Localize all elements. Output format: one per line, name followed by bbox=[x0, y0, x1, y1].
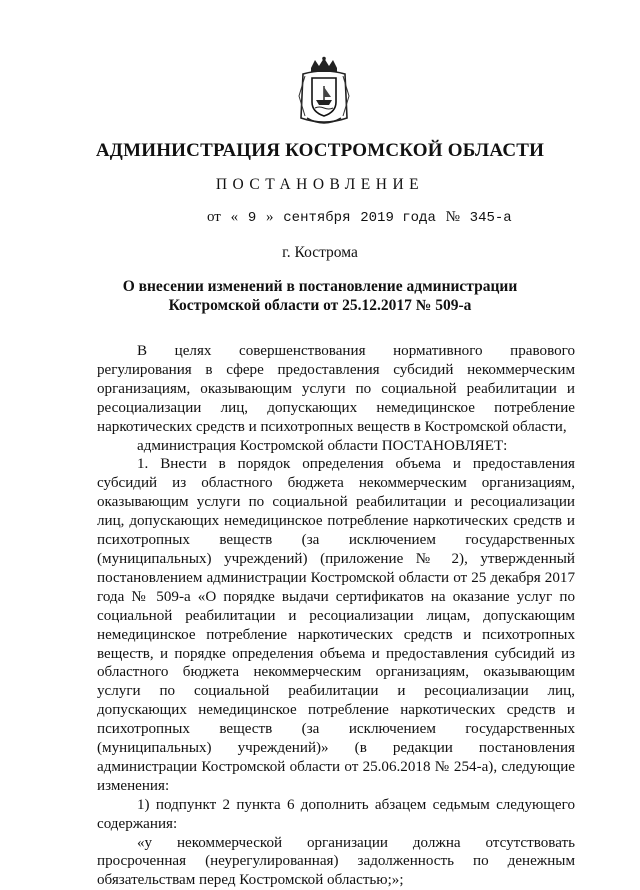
number-sign: № bbox=[445, 209, 460, 225]
date-year: 2019 года bbox=[360, 210, 436, 226]
date-open-quote: « bbox=[230, 209, 239, 225]
organization-name: АДМИНИСТРАЦИЯ КОСТРОМСКОЙ ОБЛАСТИ bbox=[95, 140, 545, 161]
date-day: 9 bbox=[247, 210, 257, 226]
date-close-quote: » bbox=[266, 209, 274, 225]
body-paragraph-item-1: 1. Внести в порядок определения объема и предоставления субсидий из областного бюджета некоммерческим организациям, оказывающим услуги по социальной реабилитации и ресоциализации лиц, допускающих немедицинское потребление наркотических средств и психотропных веществ (за исключением государственных (муниципальных) учреждений) (приложение № 2), утвержденный постановлением администрации Костромской области от 25 декабря 2017 года № 509-а «О порядке выдачи сертификатов на оказание услуг по социальной реабилитации и ресоциализации лицам, допускающим немедицинское потребление наркотических средств и психотропных веществ, и порядке определения объема и предоставления субсидий из областного бюджета некоммерческим организациям, оказывающим услуги по социальной реабилитации и ресоциализации лиц, допускающих немедицинское потребление наркотических средств и психотропных веществ (за исключением государственных (муниципальных) учреждений)» (в редакции постановления администрации Костромской области от 25.06.2018 № 254-а), следующие изменения: bbox=[97, 456, 575, 794]
document-body bbox=[97, 342, 575, 890]
city-name: г. Кострома bbox=[282, 244, 358, 261]
document-number: 345-а bbox=[469, 210, 512, 226]
body-paragraph-preamble: В целях совершенствования нормативного правового регулирования в сфере предоставления субсидий некоммерческим организациям, оказывающим услуги по социальной реабилитации и ресоциализации лиц, допускающих немедицинское потребление наркотических средств и психотропных веществ в Костромской области, bbox=[97, 343, 575, 435]
date-prefix: от bbox=[207, 209, 221, 225]
date-month: сентября bbox=[283, 210, 351, 226]
title-line-1: О внесении изменений в постановление администрации bbox=[122, 278, 518, 295]
document-title bbox=[0, 277, 640, 315]
body-paragraph-quote: «у некоммерческой организации должна отсутствовать просроченная (неурегулированная) задолженность по денежным обязательствам перед Костромской областью;»; bbox=[97, 834, 575, 889]
body-paragraph-resolves: администрация Костромской области ПОСТАНОВЛЯЕТ: bbox=[137, 437, 508, 454]
document-type: ПОСТАНОВЛЕНИЕ bbox=[215, 176, 425, 193]
body-paragraph-subitem-1: 1) подпункт 2 пункта 6 дополнить абзацем седьмым следующего содержания: bbox=[97, 796, 575, 832]
date-number-line bbox=[207, 209, 518, 226]
coat-of-arms-emblem bbox=[297, 56, 351, 128]
title-line-2: Костромской области от 25.12.2017 № 509-а bbox=[168, 297, 472, 314]
